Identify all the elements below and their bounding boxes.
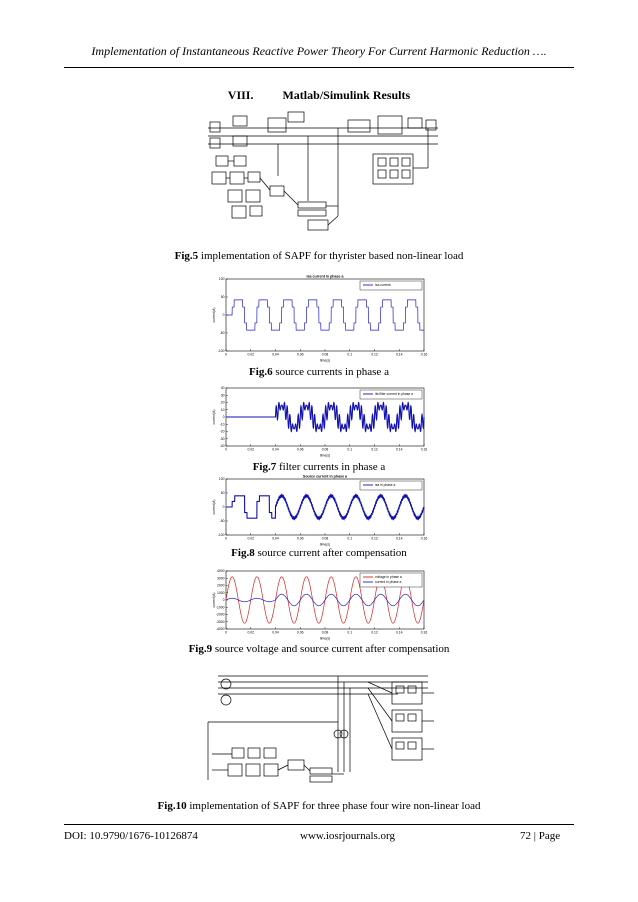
x-tick-label: 0.04 <box>272 536 279 541</box>
x-tick-label: 0.16 <box>420 447 428 452</box>
y-tick-label: -50 <box>219 519 225 524</box>
y-tick-label: 50 <box>220 295 225 300</box>
x-tick-label: 0 <box>225 352 227 357</box>
y-tick-label: -10 <box>219 422 225 427</box>
y-tick-label: 40 <box>220 386 225 391</box>
y-tick-label: 0 <box>222 598 225 603</box>
fig7-caption-text: filter currents in phase a <box>276 461 386 473</box>
y-tick-label: 0 <box>222 415 225 420</box>
x-tick-label: 0 <box>225 630 227 635</box>
y-tick-label: 30 <box>220 393 225 398</box>
x-tick-label: 0.12 <box>371 352 378 357</box>
fig6-caption <box>0 366 638 378</box>
fig10-caption <box>0 800 638 812</box>
legend <box>360 281 422 290</box>
y-tick-label: 1000 <box>216 590 225 595</box>
footer-page-number: 72 | Page <box>520 830 561 842</box>
legend-label: Isa current <box>375 283 391 288</box>
legend-label: voltage in phase a <box>375 575 402 580</box>
header-divider <box>64 67 574 68</box>
footer-doi: DOI: 10.9790/1676-10126874 <box>64 830 198 842</box>
fig7-label: Fig.7 <box>252 461 277 473</box>
x-tick-label: 0.12 <box>371 536 378 541</box>
y-tick-label: -20 <box>219 429 225 434</box>
y-tick-label: 50 <box>220 491 225 496</box>
x-axis-label: time(s) <box>319 636 331 641</box>
x-tick-label: 0.12 <box>371 630 378 635</box>
x-axis-label: time(s) <box>319 358 331 363</box>
y-axis-label: current(A) <box>212 307 216 323</box>
y-axis-label: current(A) <box>212 499 216 515</box>
legend-box <box>360 281 422 290</box>
fig6-chart <box>212 271 434 363</box>
y-tick-label: -40 <box>219 444 225 449</box>
section-heading <box>0 88 638 103</box>
x-tick-label: 0.16 <box>420 536 428 541</box>
x-tick-label: 0 <box>225 447 227 452</box>
fig9-chart <box>212 563 434 641</box>
y-axis-label: current(A) <box>212 409 216 425</box>
x-tick-label: 0.08 <box>321 536 329 541</box>
fig8-chart <box>212 471 434 547</box>
fig8-caption <box>0 547 638 559</box>
x-tick-label: 0.04 <box>272 630 279 635</box>
legend-label: isa in phase a <box>375 483 396 488</box>
section-title: Matlab/Simulink Results <box>282 88 411 102</box>
y-tick-label: 100 <box>218 477 225 482</box>
y-tick-label: -50 <box>219 331 225 336</box>
x-tick-label: 0.06 <box>296 536 304 541</box>
x-axis-label: time(s) <box>319 453 331 458</box>
fig8-label: Fig.8 <box>231 547 255 559</box>
x-tick-label: 0.04 <box>272 352 279 357</box>
x-axis-label: time(s) <box>319 542 331 547</box>
section-number: VIII. <box>227 88 254 102</box>
x-tick-label: 0.1 <box>347 352 353 357</box>
y-tick-label: 0 <box>222 505 225 510</box>
x-tick-label: 0.14 <box>395 352 403 357</box>
x-tick-label: 0.08 <box>321 447 329 452</box>
chart-title: Source current in phase a <box>302 474 348 479</box>
fig5-label: Fig.5 <box>174 250 199 262</box>
x-tick-label: 0.08 <box>321 630 329 635</box>
x-tick-label: 0.14 <box>395 536 403 541</box>
x-tick-label: 0.1 <box>347 447 353 452</box>
y-tick-label: 100 <box>218 277 225 282</box>
x-tick-label: 0.04 <box>272 447 279 452</box>
legend <box>360 390 422 399</box>
y-tick-label: 20 <box>220 400 225 405</box>
x-tick-label: 0.06 <box>296 630 304 635</box>
running-header: Implementation of Instantaneous Reactive Power Theory For Current Harmonic Reduction …. <box>91 44 547 58</box>
x-tick-label: 0.16 <box>420 630 428 635</box>
x-tick-label: 0.1 <box>347 536 353 541</box>
y-tick-label: 2000 <box>216 583 225 588</box>
fig10-simulink-diagram <box>198 662 440 790</box>
fig9-caption <box>0 643 638 655</box>
y-tick-label: -100 <box>217 349 225 354</box>
fig9-caption-text: source voltage and source current after compensation <box>212 643 450 655</box>
x-tick-label: 0.14 <box>395 447 403 452</box>
y-axis-label: current(A) <box>212 592 216 608</box>
y-tick-label: -2000 <box>215 612 225 617</box>
y-tick-label: -100 <box>217 533 225 538</box>
fig10-caption-text: implementation of SAPF for three phase four wire non-linear load <box>186 800 481 812</box>
x-tick-label: 0.14 <box>395 630 403 635</box>
y-tick-label: -1000 <box>215 605 225 610</box>
x-tick-label: 0.1 <box>347 630 353 635</box>
fig9-label: Fig.9 <box>188 643 213 655</box>
fig8-caption-text: source current after compensation <box>254 547 407 559</box>
fig5-caption-text: implementation of SAPF for thyrister based non-linear load <box>198 250 464 262</box>
y-tick-label: -3000 <box>215 619 225 624</box>
x-tick-label: 0.02 <box>247 352 255 357</box>
y-tick-label: 0 <box>222 313 225 318</box>
y-tick-label: -4000 <box>215 627 225 632</box>
legend-label: current in phase a <box>375 580 402 585</box>
x-tick-label: 0.02 <box>247 630 255 635</box>
x-tick-label: 0.12 <box>371 447 378 452</box>
fig5-simulink-diagram <box>188 106 450 238</box>
legend <box>360 573 422 587</box>
footer-website: www.iosrjournals.org <box>300 830 396 842</box>
x-tick-label: 0.02 <box>247 447 255 452</box>
legend-label: ifa filter current in phase a <box>375 392 413 397</box>
legend <box>360 481 422 490</box>
y-tick-label: -30 <box>219 436 225 441</box>
fig7-chart <box>212 380 434 458</box>
y-tick-label: 10 <box>220 407 225 412</box>
x-tick-label: 0.06 <box>296 447 304 452</box>
x-tick-label: 0 <box>225 536 227 541</box>
fig6-caption-text: source currents in phase a <box>272 366 389 378</box>
footer-divider <box>64 824 574 825</box>
x-tick-label: 0.16 <box>420 352 428 357</box>
y-tick-label: 3000 <box>216 576 225 581</box>
x-tick-label: 0.06 <box>296 352 304 357</box>
chart-title: Isa current in phase a <box>306 274 344 279</box>
x-tick-label: 0.08 <box>321 352 329 357</box>
fig10-label: Fig.10 <box>157 800 187 812</box>
x-tick-label: 0.02 <box>247 536 255 541</box>
y-tick-label: 4000 <box>216 569 225 574</box>
fig6-label: Fig.6 <box>249 366 273 378</box>
fig5-caption <box>0 250 638 262</box>
